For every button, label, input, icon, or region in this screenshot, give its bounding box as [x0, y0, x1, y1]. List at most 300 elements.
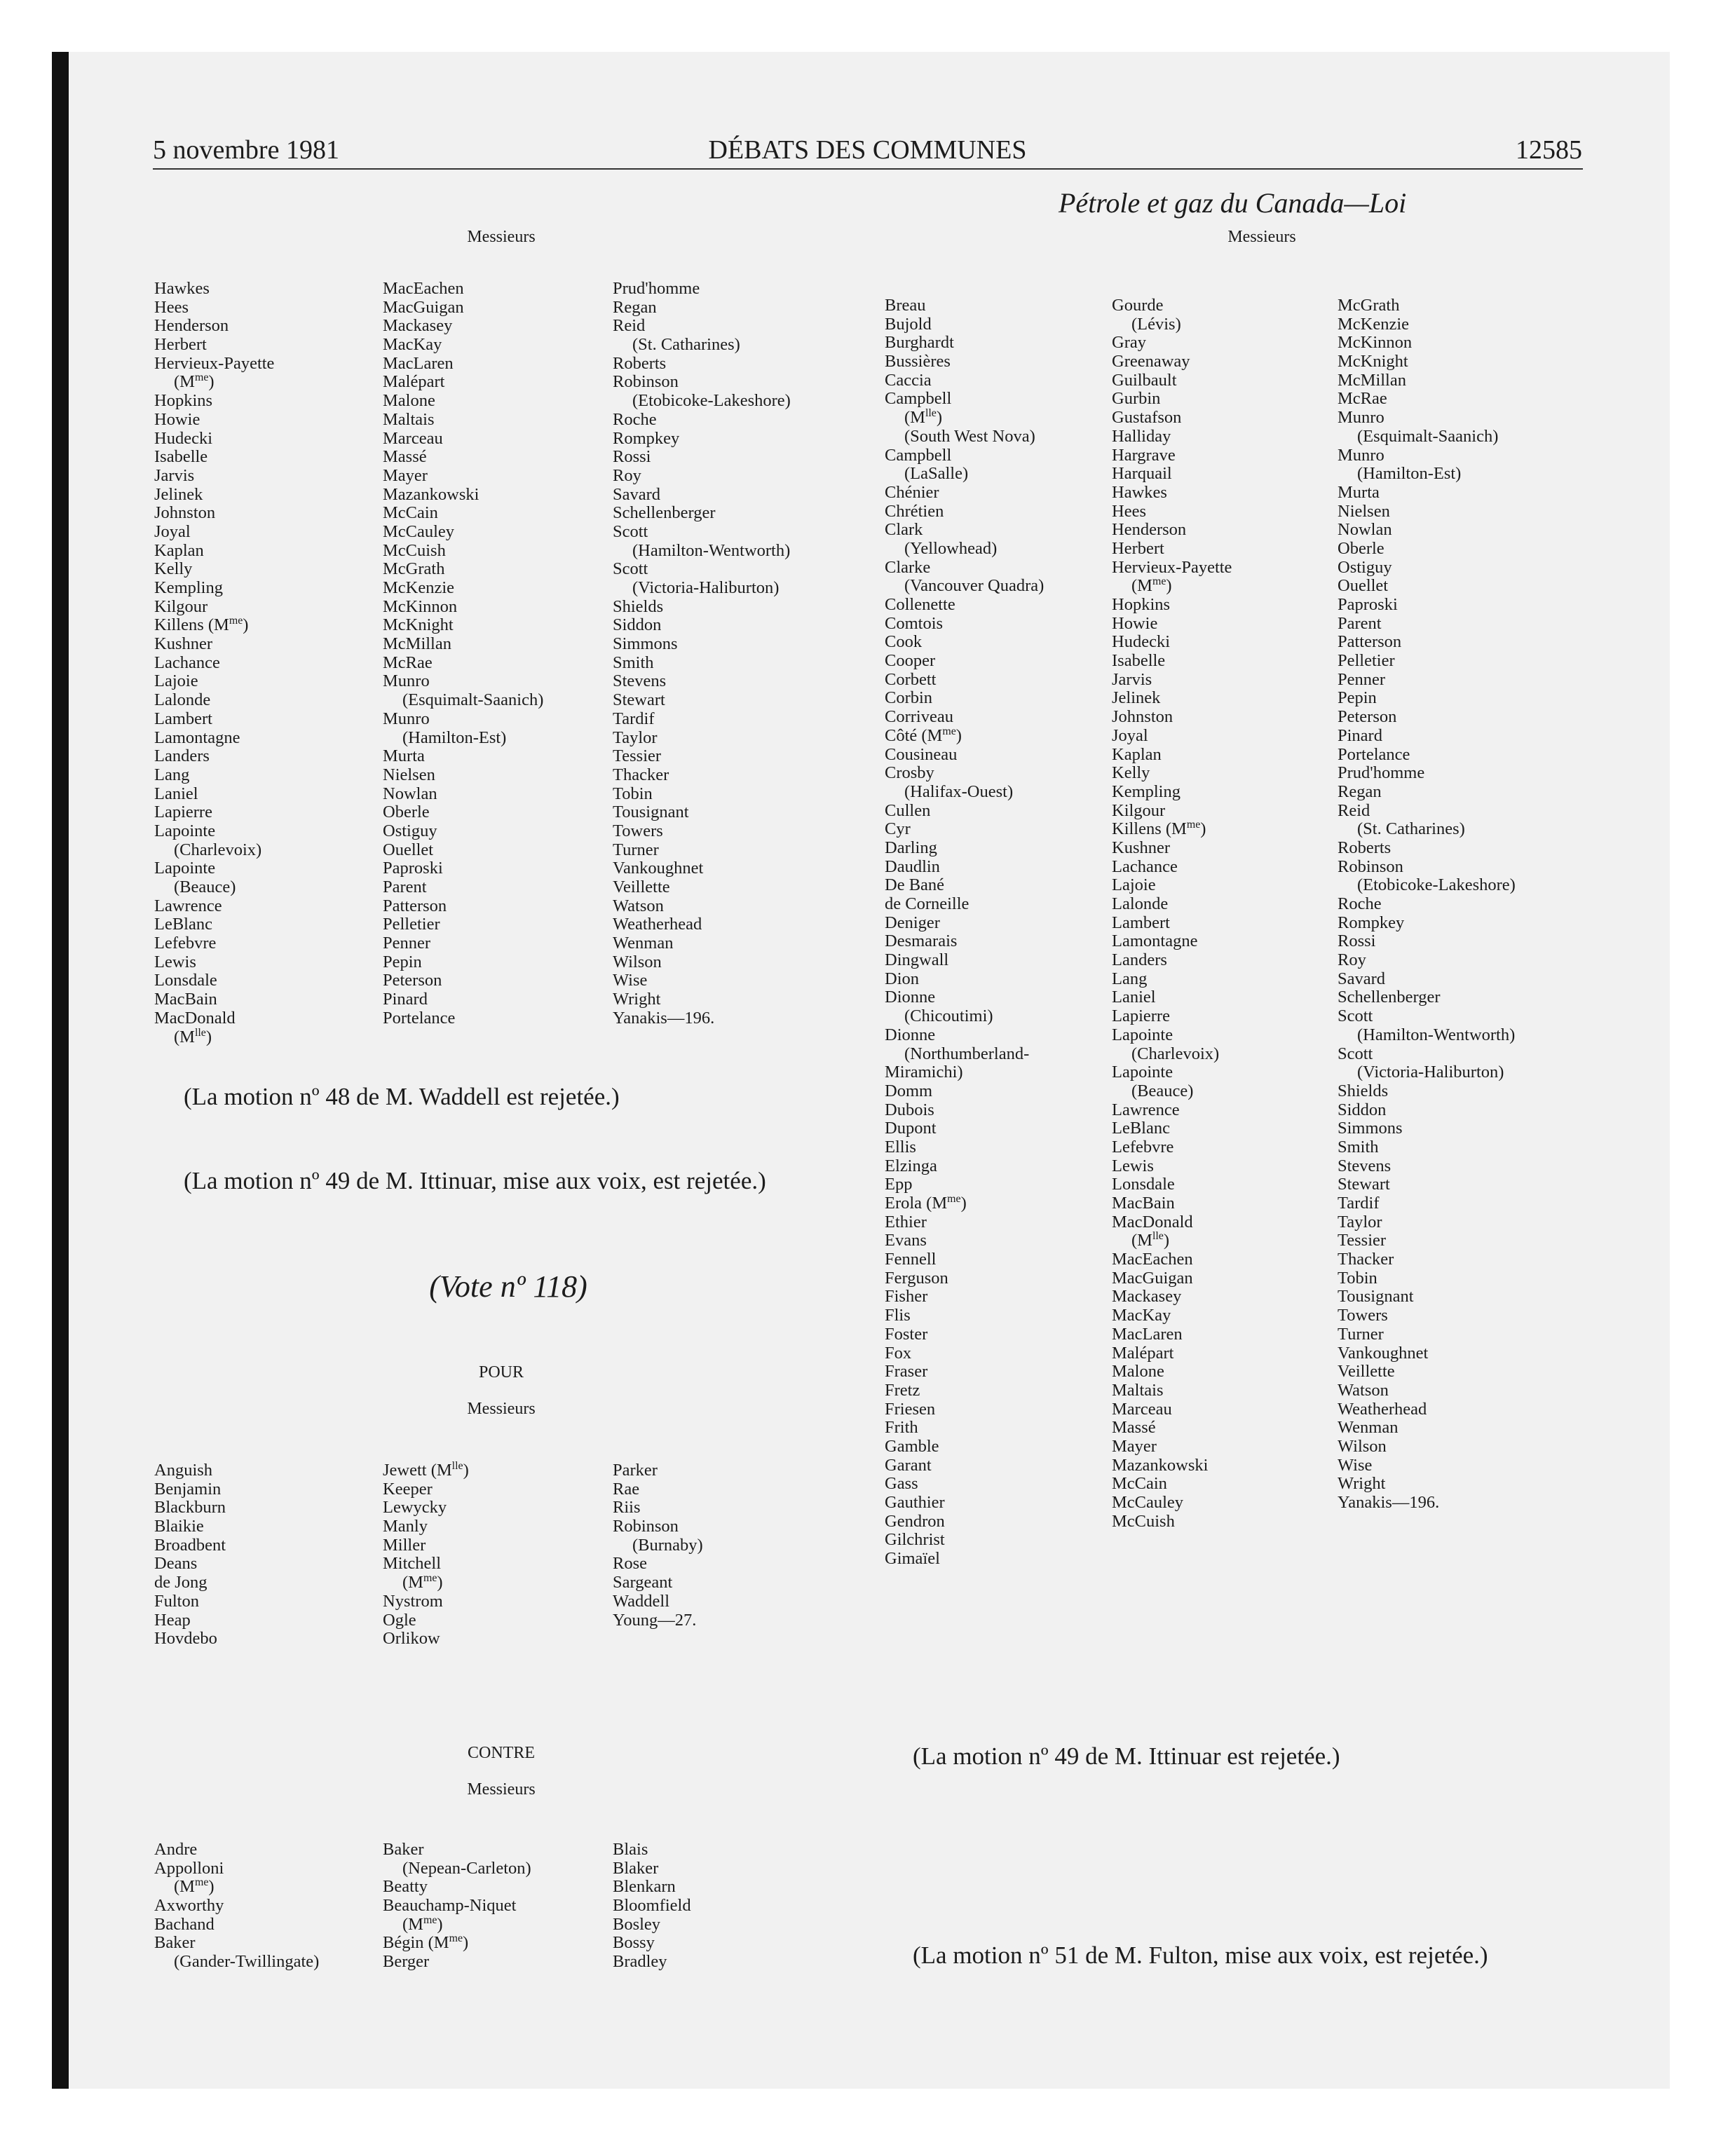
member-name: Wright: [1338, 1474, 1386, 1494]
member-name: Nowlan: [1338, 520, 1392, 540]
member-name: Herbert: [154, 335, 207, 355]
member-name: Chénier: [885, 482, 939, 502]
member-name: Lawrence: [1112, 1100, 1180, 1119]
member-name: Clark: [885, 520, 923, 540]
member-name: (Hamilton-Est): [1357, 464, 1462, 484]
member-name: Oberle: [383, 803, 430, 822]
member-name: Epp: [885, 1175, 913, 1194]
member-name: Watson: [1338, 1380, 1389, 1400]
member-name: Joyal: [154, 521, 191, 541]
member-name: Vankoughnet: [613, 859, 704, 878]
member-name: Wenman: [1338, 1418, 1399, 1438]
member-name: Murta: [1338, 482, 1380, 502]
member-name: Corbett: [885, 669, 937, 689]
member-name: Parker: [613, 1461, 658, 1480]
member-name: Miramichi): [885, 1063, 963, 1082]
member-name: Axworthy: [154, 1896, 224, 1916]
member-name: Mayer: [1112, 1436, 1157, 1456]
member-name: Isabelle: [154, 447, 208, 467]
member-name: Lapierre: [1112, 1007, 1170, 1026]
member-name: McKinnon: [1338, 333, 1413, 353]
member-name: Munro: [1338, 408, 1384, 428]
member-name: Manly: [383, 1517, 428, 1536]
member-name: MacGuigan: [383, 297, 464, 317]
member-name: Appolloni: [154, 1858, 224, 1878]
member-name: MacKay: [1112, 1306, 1171, 1325]
member-name: Corriveau: [885, 707, 953, 727]
member-name: Scott: [1338, 1007, 1373, 1026]
member-name: McCauley: [1112, 1493, 1184, 1512]
member-name: Burghardt: [885, 333, 954, 353]
member-name: Kelly: [154, 559, 193, 579]
pour-col-2: [383, 1461, 469, 1649]
member-name: Isabelle: [1112, 651, 1166, 671]
member-name: Gilchrist: [885, 1530, 945, 1550]
member-name: Lang: [154, 765, 190, 784]
member-name: Tobin: [613, 784, 653, 803]
member-name: (Etobicoke-Lakeshore): [632, 391, 791, 411]
member-name: Harquail: [1112, 464, 1172, 484]
member-name: Pelletier: [1338, 651, 1395, 671]
member-name: McCain: [1112, 1474, 1167, 1494]
contre-col-2: [383, 1841, 531, 1972]
member-name: Dionne: [885, 1025, 936, 1044]
member-name: Portelance: [383, 1008, 456, 1028]
member-name: Baker: [154, 1933, 196, 1953]
member-name: McKenzie: [383, 578, 455, 597]
member-name: de Jong: [154, 1573, 207, 1592]
member-name: Roberts: [1338, 838, 1392, 857]
member-name: Chrétien: [885, 501, 944, 521]
member-name: Lachance: [1112, 857, 1178, 876]
contre-col-1: [154, 1841, 319, 1972]
member-name: Turner: [1338, 1324, 1384, 1344]
member-name: Massé: [383, 447, 427, 467]
member-name: Stevens: [1338, 1156, 1392, 1175]
member-name: Collenette: [885, 595, 955, 614]
member-name: Schellenberger: [613, 503, 716, 523]
member-name: MacLaren: [383, 353, 454, 373]
member-name: Landers: [1112, 950, 1167, 970]
member-name: Blenkarn: [613, 1877, 676, 1897]
member-name: Roy: [613, 465, 641, 485]
member-name: (Hamilton-Est): [402, 728, 507, 747]
member-name: McRae: [1338, 389, 1387, 409]
member-name: Maltais: [1112, 1380, 1164, 1400]
member-name: Oberle: [1338, 538, 1384, 558]
left-col-2: [383, 280, 543, 1028]
member-name: Bujold: [885, 314, 932, 334]
member-name: Guilbault: [1112, 370, 1177, 390]
member-name: Schellenberger: [1338, 988, 1441, 1007]
member-name: Ogle: [383, 1610, 416, 1630]
member-name: Blackburn: [154, 1498, 226, 1517]
member-name: Beauchamp-Niquet: [383, 1896, 517, 1916]
note-motion-48: (La motion nº 48 de M. Waddell est rejetée.): [184, 1083, 620, 1110]
right-col-2: [1112, 296, 1232, 1531]
member-name: McCauley: [383, 521, 455, 541]
member-name: McMillan: [383, 634, 451, 654]
member-name: LeBlanc: [1112, 1119, 1170, 1138]
member-name: Lapierre: [154, 803, 212, 822]
member-name: Hervieux-Payette: [1112, 557, 1232, 577]
member-name: Mayer: [383, 465, 428, 485]
member-name: Ostiguy: [1338, 557, 1392, 577]
member-name: Sargeant: [613, 1573, 673, 1592]
member-name: Cyr: [885, 819, 911, 839]
note-motion-51: (La motion nº 51 de M. Fulton, mise aux voix, est rejetée.): [913, 1942, 1488, 1969]
member-name: (Halifax-Ouest): [904, 782, 1014, 801]
member-name: (Vancouver Quadra): [904, 576, 1045, 596]
member-name: Hargrave: [1112, 445, 1176, 465]
member-name: $(M^{me})$: [174, 1876, 215, 1897]
member-name: (Victoria-Haliburton): [632, 578, 780, 597]
member-name: Robinson: [613, 1517, 679, 1536]
member-name: Scott: [613, 559, 648, 579]
member-name: Fennell: [885, 1250, 937, 1269]
member-name: Hopkins: [1112, 595, 1171, 614]
member-name: Veillette: [613, 878, 670, 896]
member-name: Hovdebo: [154, 1629, 217, 1649]
member-name: (Hamilton-Wentworth): [632, 540, 791, 560]
member-name: Lambert: [154, 709, 212, 728]
member-name: Mazankowski: [383, 484, 479, 504]
member-name: Wise: [613, 971, 648, 990]
member-name: Halliday: [1112, 426, 1171, 446]
member-name: McCuish: [1112, 1511, 1175, 1531]
member-name: MacEachen: [1112, 1250, 1193, 1269]
member-name: Fulton: [154, 1591, 199, 1611]
member-name: (Chicoutimi): [904, 1007, 993, 1026]
member-name: Rompkey: [613, 428, 680, 448]
pour-heading: POUR: [478, 1363, 524, 1381]
member-name: Bloomfield: [613, 1896, 691, 1916]
member-name: Nielsen: [383, 765, 435, 784]
note-motion-49-put: (La motion nº 49 de M. Ittinuar, mise aux voix, est rejetée.): [184, 1167, 766, 1194]
member-name: Orlikow: [383, 1629, 440, 1649]
member-name: Stewart: [613, 690, 665, 710]
member-name: Howie: [154, 409, 200, 429]
member-name: Dion: [885, 969, 919, 988]
member-name: Bosley: [613, 1914, 661, 1934]
member-name: Pepin: [383, 952, 422, 971]
member-name: Bradley: [613, 1952, 667, 1972]
member-name: Paproski: [1338, 595, 1398, 614]
member-name: Lalonde: [1112, 894, 1169, 913]
member-name: $(M^{me})$: [174, 371, 215, 392]
member-name: Hees: [154, 297, 189, 317]
member-name: Lang: [1112, 969, 1148, 988]
member-name: Shields: [1338, 1081, 1389, 1100]
left-col-3: [613, 280, 791, 1028]
member-name: Munro: [383, 709, 430, 728]
member-name: Pinard: [1338, 725, 1382, 745]
member-name: Lajoie: [1112, 875, 1156, 895]
member-name: Cullen: [885, 800, 931, 820]
member-name: (Yellowhead): [904, 538, 998, 558]
member-name: McKenzie: [1338, 314, 1410, 334]
member-name: Gass: [885, 1474, 918, 1494]
member-name: Hawkes: [1112, 482, 1167, 502]
member-name: Ferguson: [885, 1268, 948, 1288]
right-col-3: [1338, 296, 1516, 1513]
member-name: Tardif: [1338, 1194, 1380, 1213]
member-name: Simmons: [1338, 1119, 1403, 1138]
member-name: Killens $(M^{me})$: [1112, 819, 1206, 839]
member-name: MacBain: [154, 990, 217, 1009]
member-name: Smith: [613, 653, 654, 672]
member-name: Landers: [154, 746, 210, 766]
member-name: Malone: [383, 391, 435, 411]
member-name: Waddell: [613, 1591, 670, 1611]
member-name: Smith: [1338, 1137, 1379, 1157]
member-name: Tousignant: [613, 803, 689, 822]
member-name: Kushner: [154, 634, 213, 654]
member-name: Savard: [1338, 969, 1386, 988]
member-name: Mackasey: [1112, 1287, 1182, 1306]
member-name: Stevens: [613, 671, 667, 691]
header-rule: [153, 168, 1583, 170]
member-name: Fox: [885, 1343, 912, 1363]
member-name: Foster: [885, 1324, 928, 1344]
contre-col-3: [613, 1841, 691, 1972]
member-name: Rae: [613, 1479, 640, 1499]
member-name: LeBlanc: [154, 915, 212, 934]
member-name: (St. Catharines): [1357, 819, 1465, 839]
member-name: Comtois: [885, 613, 944, 633]
member-name: $(M^{lle})$: [1131, 1230, 1170, 1250]
member-name: Dubois: [885, 1100, 934, 1119]
member-name: Veillette: [1338, 1362, 1395, 1381]
member-name: Wise: [1338, 1455, 1373, 1475]
vote-title: (Vote nº 118): [429, 1269, 587, 1304]
header-title: DÉBATS DES COMMUNES: [708, 135, 1027, 165]
member-name: Regan: [613, 297, 657, 317]
member-name: (Lévis): [1131, 314, 1181, 334]
pour-col-3: [613, 1461, 703, 1630]
member-name: Lapointe: [1112, 1063, 1173, 1082]
member-name: Herbert: [1112, 538, 1164, 558]
member-name: Lewis: [1112, 1156, 1154, 1175]
member-name: Flis: [885, 1306, 911, 1325]
member-name: Reid: [1338, 800, 1370, 820]
member-name: (Hamilton-Wentworth): [1357, 1025, 1516, 1044]
member-name: Stewart: [1338, 1175, 1390, 1194]
member-name: Henderson: [154, 316, 229, 336]
member-name: McGrath: [383, 559, 445, 579]
contre-heading: CONTRE: [468, 1744, 535, 1762]
member-name: Kempling: [1112, 782, 1181, 801]
member-name: Paproski: [383, 859, 443, 878]
member-name: Jelinek: [1112, 688, 1161, 708]
member-name: Munro: [1338, 445, 1384, 465]
member-name: Malépart: [1112, 1343, 1174, 1363]
member-name: Roche: [1338, 894, 1382, 913]
member-name: Pepin: [1338, 688, 1377, 708]
member-name: Gendron: [885, 1511, 945, 1531]
member-name: Lachance: [154, 653, 220, 672]
member-name: Tobin: [1338, 1268, 1377, 1288]
member-name: Dupont: [885, 1119, 937, 1138]
member-name: Laniel: [1112, 988, 1156, 1007]
member-name: MacGuigan: [1112, 1268, 1193, 1288]
member-name: (Charlevoix): [174, 840, 262, 859]
pour-col-1: [154, 1461, 226, 1649]
member-name: Darling: [885, 838, 937, 857]
member-name: Lapointe: [154, 859, 216, 878]
member-name: Friesen: [885, 1399, 936, 1419]
member-name: Hees: [1112, 501, 1146, 521]
member-name: Campbell: [885, 389, 952, 409]
member-name: MacKay: [383, 335, 442, 355]
member-name: Anguish: [154, 1461, 213, 1480]
member-name: MacDonald: [1112, 1212, 1193, 1231]
member-name: Fretz: [885, 1380, 920, 1400]
member-name: (Esquimalt-Saanich): [1357, 426, 1499, 446]
member-name: Roberts: [613, 353, 667, 373]
member-name: Benjamin: [154, 1479, 222, 1499]
member-name: Kushner: [1112, 838, 1171, 857]
member-name: Prud'homme: [1338, 763, 1425, 783]
member-name: Miller: [383, 1535, 426, 1555]
member-name: Johnston: [154, 503, 216, 523]
member-name: Young—27.: [613, 1610, 697, 1630]
member-name: Crosby: [885, 763, 934, 783]
member-name: McCuish: [383, 540, 446, 560]
member-name: McKinnon: [383, 596, 458, 616]
member-name: Domm: [885, 1081, 933, 1100]
member-name: Lambert: [1112, 913, 1170, 932]
member-name: (Esquimalt-Saanich): [402, 690, 544, 710]
member-name: McMillan: [1338, 370, 1406, 390]
member-name: Clarke: [885, 557, 931, 577]
member-name: Savard: [613, 484, 661, 504]
member-name: Deans: [154, 1554, 198, 1574]
member-name: Kaplan: [154, 540, 204, 560]
member-name: Daudlin: [885, 857, 940, 876]
member-name: Reid: [613, 316, 646, 336]
member-name: Portelance: [1338, 744, 1410, 764]
member-name: Munro: [383, 671, 430, 691]
member-name: Hawkes: [154, 279, 210, 298]
member-name: Dionne: [885, 988, 936, 1007]
contre-subheading: Messieurs: [467, 1780, 536, 1799]
member-name: Lefebvre: [154, 934, 217, 953]
member-name: Towers: [1338, 1306, 1388, 1325]
member-name: Weatherhead: [1338, 1399, 1427, 1419]
member-name: Ellis: [885, 1137, 916, 1157]
member-name: Cook: [885, 632, 923, 652]
member-name: Marceau: [1112, 1399, 1172, 1419]
member-name: Ouellet: [1338, 576, 1389, 596]
member-name: Gauthier: [885, 1493, 945, 1512]
member-name: Gray: [1112, 333, 1146, 353]
member-name: Kilgour: [1112, 800, 1166, 820]
member-name: Lapointe: [154, 821, 216, 840]
member-name: Deniger: [885, 913, 940, 932]
section-title: Pétrole et gaz du Canada—Loi: [1059, 187, 1407, 219]
member-name: Tousignant: [1338, 1287, 1414, 1306]
member-name: Yanakis—196.: [613, 1008, 715, 1028]
member-name: Campbell: [885, 445, 952, 465]
member-name: Massé: [1112, 1418, 1156, 1438]
member-name: Fraser: [885, 1362, 928, 1381]
member-name: Evans: [885, 1231, 927, 1250]
member-name: Simmons: [613, 634, 678, 654]
member-name: (St. Catharines): [632, 335, 740, 355]
member-name: Pelletier: [383, 915, 440, 934]
member-name: Johnston: [1112, 707, 1173, 727]
member-name: Lapointe: [1112, 1025, 1173, 1044]
member-name: Gustafson: [1112, 408, 1182, 428]
member-name: Breau: [885, 296, 926, 315]
member-name: Keeper: [383, 1479, 433, 1499]
member-name: McCain: [383, 503, 438, 523]
member-name: Baker: [383, 1840, 424, 1859]
member-name: Lawrence: [154, 896, 222, 915]
member-name: Lefebvre: [1112, 1137, 1174, 1157]
header-page-number: 12585: [1516, 135, 1582, 165]
member-name: Parent: [1338, 613, 1382, 633]
member-name: Gamble: [885, 1436, 939, 1456]
member-name: Siddon: [1338, 1100, 1387, 1119]
member-name: (Etobicoke-Lakeshore): [1357, 875, 1516, 895]
left-subheading: Messieurs: [467, 228, 536, 246]
member-name: Wilson: [1338, 1436, 1387, 1456]
member-name: MacEachen: [383, 279, 464, 298]
member-name: Roy: [1338, 950, 1366, 970]
member-name: Thacker: [613, 765, 669, 784]
pour-subheading: Messieurs: [467, 1400, 536, 1418]
member-name: Erola $(M^{me})$: [885, 1192, 967, 1213]
member-name: Howie: [1112, 613, 1158, 633]
member-name: $(M^{me})$: [1131, 575, 1172, 596]
member-name: Kempling: [154, 578, 223, 597]
member-name: Nystrom: [383, 1591, 443, 1611]
member-name: Marceau: [383, 428, 443, 448]
member-name: Cooper: [885, 651, 936, 671]
member-name: Prud'homme: [613, 279, 700, 298]
member-name: Broadbent: [154, 1535, 226, 1555]
member-name: Towers: [613, 821, 663, 840]
member-name: Fisher: [885, 1287, 928, 1306]
member-name: Patterson: [1338, 632, 1402, 652]
right-subheading: Messieurs: [1227, 228, 1296, 246]
member-name: Lalonde: [154, 690, 211, 710]
member-name: Taylor: [613, 728, 658, 747]
member-name: Peterson: [1338, 707, 1397, 727]
member-name: Wright: [613, 990, 661, 1009]
member-name: Regan: [1338, 782, 1382, 801]
left-col-1: [154, 280, 274, 1046]
member-name: $(M^{lle})$: [904, 407, 943, 428]
member-name: Tessier: [1338, 1231, 1387, 1250]
member-name: Bégin $(M^{me})$: [383, 1932, 469, 1953]
member-name: Hudecki: [154, 428, 212, 448]
member-name: Heap: [154, 1610, 191, 1630]
member-name: (Beauce): [1131, 1081, 1194, 1100]
member-name: McKnight: [1338, 352, 1408, 371]
member-name: Mackasey: [383, 316, 453, 336]
member-name: Scott: [613, 521, 648, 541]
member-name: Ostiguy: [383, 821, 437, 840]
member-name: Corbin: [885, 688, 933, 708]
member-name: Penner: [383, 934, 431, 953]
member-name: Jarvis: [154, 465, 195, 485]
member-name: (Charlevoix): [1131, 1044, 1220, 1063]
member-name: Mazankowski: [1112, 1455, 1209, 1475]
member-name: Jarvis: [1112, 669, 1152, 689]
